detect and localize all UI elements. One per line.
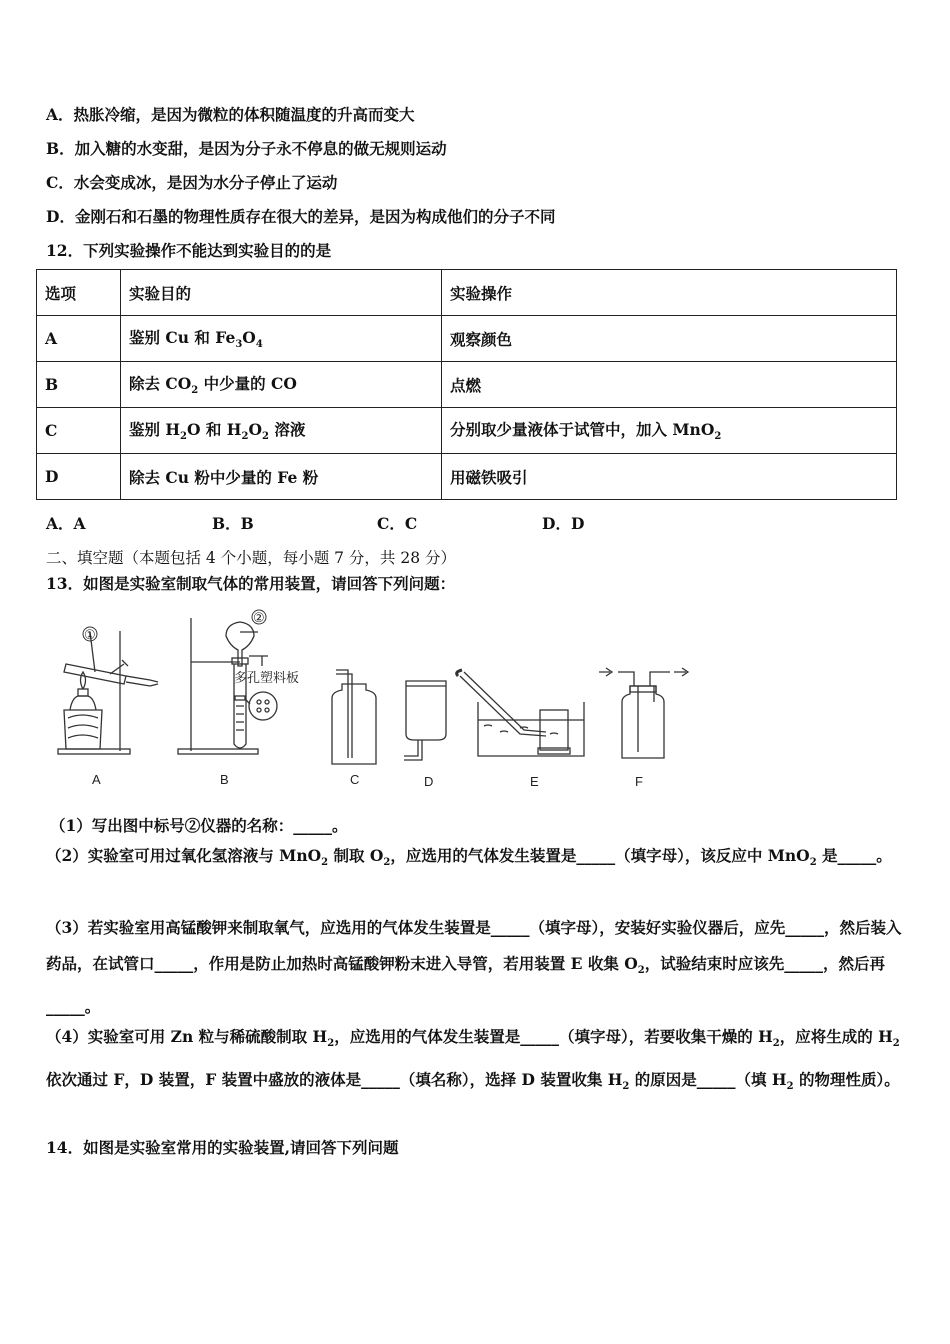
label-b: B [220,772,229,787]
header-operation: 实验操作 [442,270,897,316]
apparatus-c [332,670,376,764]
row-operation: 点燃 [442,362,897,408]
choice-d: D．D [542,514,585,533]
table-row [37,316,897,362]
header-purpose: 实验目的 [121,270,442,316]
label-c: C [350,772,360,787]
q13-part-4: （4）实验室可用 Zn 粒与稀硫酸制取 $H_2$，应选用的气体发生装置是_____（填字母），若要收集干燥的 $H_2$，应将生成的 $H_2$ 依次通过 F，D 装置，F 装置中盛放的液体是_____（填名称），选择 D 装置收集 $H_2$ 的原因是_____（填 $H_2$ 的物理性质）。 [46,1027,900,1093]
row-option: C [37,408,121,454]
section-heading: 二、填空题（本题包括 4 个小题，每小题 7 分，共 28 分） [46,549,457,567]
row-operation: 观察颜色 [442,316,897,362]
apparatus-a [58,631,158,754]
label-a: A [92,772,101,787]
table-header-row [37,270,897,316]
q14-stem: 14．如图是实验室常用的实验装置,请回答下列问题 [46,1138,399,1157]
table-row [37,454,897,500]
q13-part-1: （1）写出图中标号②仪器的名称：_____。 [50,816,348,835]
row-purpose: 鉴别 Cu 和 $Fe_3O_4$ [121,316,442,362]
label-f: F [635,774,643,789]
q11-option-b: B．加入糖的水变甜，是因为分子永不停息的做无规则运动 [46,139,447,158]
q13-part-3: （3）若实验室用高锰酸钾来制取氧气，应选用的气体发生装置是_____（填字母），安装好实验仪器后，应先_____，然后装入药品，在试管口_____，作用是防止加热时高锰酸钾粉末进入导管，若用装置 E 收集 $O_2$，试验结束时应该先_____，然后再_____。 [46,918,902,1017]
row-purpose: 除去 Cu 粉中少量的 Fe 粉 [121,454,442,500]
apparatus-e [457,670,584,756]
choice-c: C．C [377,514,418,533]
plate-label: 多孔塑料板 [234,670,300,685]
q11-option-a: A．热胀冷缩，是因为微粒的体积随温度的升高而变大 [46,105,415,124]
choice-b: B．B [212,514,254,533]
apparatus-f [599,668,688,758]
q12-stem: 12．下列实验操作不能达到实验目的的是 [46,241,332,260]
row-purpose: 除去 $CO_2$ 中少量的 CO [121,362,442,408]
apparatus-d [404,681,446,760]
label-d: D [424,774,434,789]
row-option: A [37,316,121,362]
table-row [37,362,897,408]
row-operation: 用磁铁吸引 [442,454,897,500]
row-purpose: 鉴别 $H_2O$ 和 $H_2O_2$ 溶液 [121,408,442,454]
table-row [37,408,897,454]
q11-option-c: C．水会变成冰，是因为水分子停止了运动 [46,173,338,192]
row-operation: 分别取少量液体于试管中，加入 MnO$_2$ [442,408,897,454]
row-option: B [37,362,121,408]
q13-stem: 13．如图是实验室制取气体的常用装置，请回答下列问题： [46,574,456,593]
apparatus-figure [50,606,730,796]
q12-table [36,269,897,500]
q11-option-d: D．金刚石和石墨的物理性质存在很大的差异，是因为构成他们的分子不同 [46,207,556,226]
marker-1: ① [84,627,96,642]
row-option: D [37,454,121,500]
marker-2: ② [253,610,265,625]
header-option: 选项 [37,270,121,316]
q13-part-2: （2）实验室可用过氧化氢溶液与 MnO$_2$ 制取 $O_2$，应选用的气体发生装置是_____（填字母），该反应中 MnO$_2$ 是_____。 [46,846,892,869]
apparatus-b [178,618,277,754]
label-e: E [530,774,539,789]
choice-a: A．A [46,514,86,533]
